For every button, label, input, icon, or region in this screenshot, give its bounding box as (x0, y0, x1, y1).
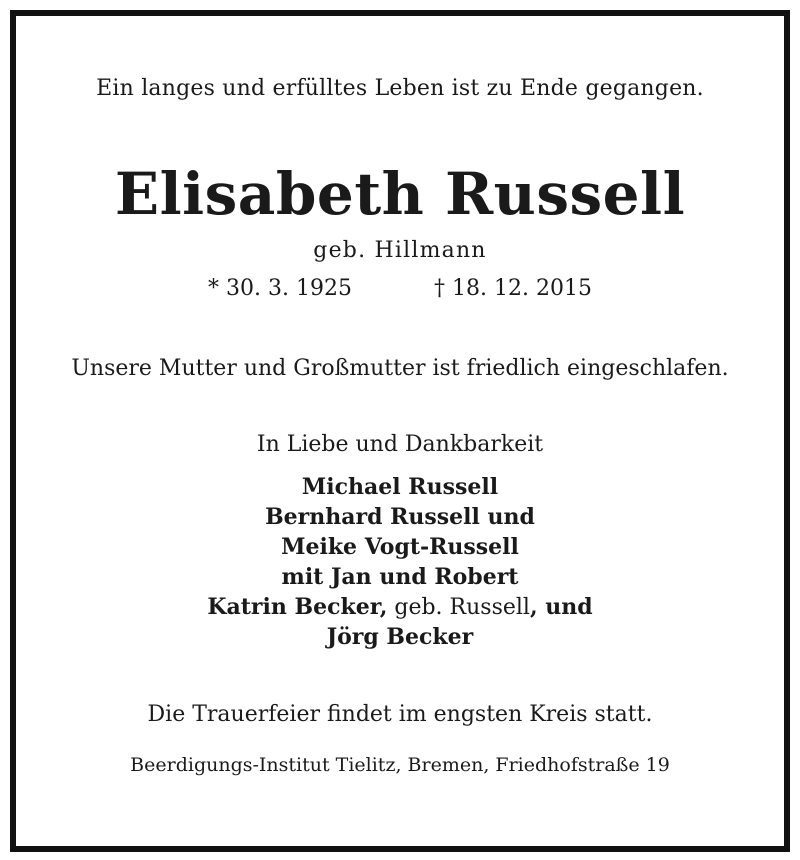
birth-date: * 30. 3. 1925 (208, 276, 352, 301)
passing-statement: Unsere Mutter und Großmutter ist friedlich eingeschlafen. (71, 356, 729, 381)
mourner-line: Bernhard Russell und (265, 504, 535, 530)
maiden-name: geb. Hillmann (313, 238, 487, 263)
ceremony-text: Die Trauerfeier findet im engsten Kreis statt. (147, 702, 653, 727)
mourner-line: Jörg Becker (326, 624, 474, 650)
mourner-line: Michael Russell (301, 474, 499, 500)
undertaker-info: Beerdigungs-Institut Tielitz, Bremen, Friedhofstraße 19 (130, 754, 670, 776)
mourner-line: mit Jan und Robert (281, 564, 519, 590)
mourner-separator: , (379, 594, 388, 620)
death-date: † 18. 12. 2015 (434, 276, 592, 301)
obituary-notice (10, 10, 790, 852)
intro-text: Ein langes und erfülltes Leben ist zu Ende gegangen. (96, 76, 704, 101)
mourner-line: Meike Vogt-Russell (281, 534, 519, 560)
mourner-maiden-name: geb. Russell (387, 595, 530, 620)
dedication-text: In Liebe und Dankbarkeit (256, 432, 544, 457)
deceased-name: Elisabeth Russell (114, 160, 686, 228)
mourner-and: , und (529, 594, 593, 620)
mourners-list (16, 472, 784, 652)
mourner-line (16, 592, 784, 622)
life-dates (16, 276, 784, 301)
mourner-name: Katrin Becker (207, 594, 380, 620)
